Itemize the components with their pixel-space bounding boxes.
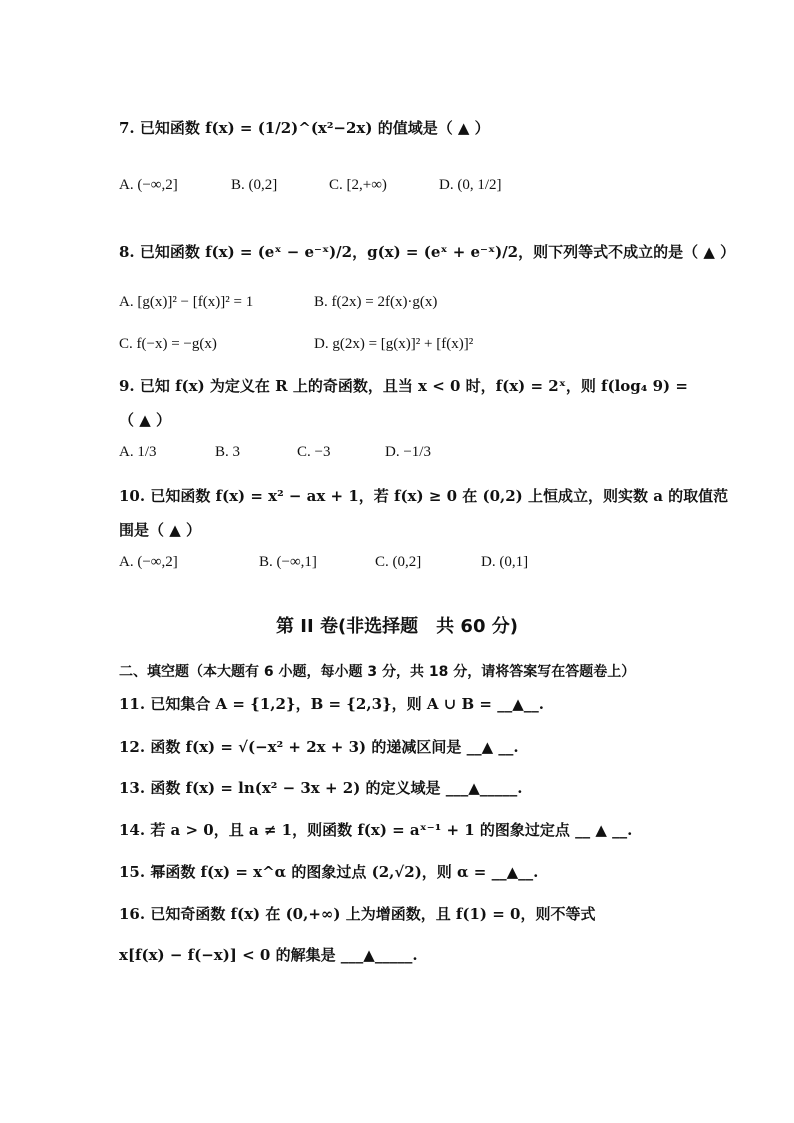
option-a: A. 1/3 (119, 444, 157, 460)
question-15: 15. 幂函数 f(x) = x^α 的图象过点 (2,√2)，则 α = __▲__. (119, 863, 539, 881)
question-16-line1: 16. 已知奇函数 f(x) 在 (0,+∞) 上为增函数，且 f(1) = 0，则不等式 (119, 905, 596, 923)
option-d: D. (0, 1/2] (439, 177, 502, 193)
option-d: D. g(2x) = [g(x)]² + [f(x)]² (314, 336, 474, 352)
question-13: 13. 函数 f(x) = ln(x² − 3x + 2) 的定义域是 ___▲_____. (119, 779, 523, 797)
section-header: 二、填空题（本大题有 6 小题，每小题 3 分，共 18 分，请将答案写在答题卷上） (119, 664, 636, 680)
option-c: C. (0,2] (375, 554, 422, 570)
question-14: 14. 若 a > 0，且 a ≠ 1，则函数 f(x) = aˣ⁻¹ + 1 的图象过定点 __ ▲ __. (119, 821, 633, 839)
question-8-options-row2 (119, 336, 719, 366)
option-c: C. [2,+∞) (329, 177, 387, 193)
option-b: B. f(2x) = 2f(x)·g(x) (314, 294, 438, 310)
question-9-line1: 9. 已知 f(x) 为定义在 R 上的奇函数，且当 x < 0 时，f(x) = 2ˣ，则 f(log₄ 9) = (119, 377, 688, 395)
question-11: 11. 已知集合 A = {1,2}，B = {2,3}，则 A ∪ B = __▲__. (119, 695, 544, 713)
option-c: C. f(−x) = −g(x) (119, 336, 217, 352)
option-b: B. (−∞,1] (259, 554, 317, 570)
option-c: C. −3 (297, 444, 331, 460)
option-b: B. 3 (215, 444, 241, 460)
option-a: A. [g(x)]² − [f(x)]² = 1 (119, 294, 254, 310)
option-b: B. (0,2] (231, 177, 278, 193)
question-12: 12. 函数 f(x) = √(−x² + 2x + 3) 的递减区间是 __▲ __. (119, 738, 519, 756)
question-8: 8. 已知函数 f(x) = (eˣ − e⁻ˣ)/2，g(x) = (eˣ + e⁻ˣ)/2，则下列等式不成立的是（ ▲ ） (119, 243, 736, 261)
section-title: 第 II 卷(非选择题 共 60 分) (276, 616, 518, 637)
question-8-options-row1 (119, 294, 719, 324)
question-7: 7. 已知函数 f(x) = (1/2)^(x²−2x) 的值域是（ ▲ ） (119, 119, 490, 137)
question-10-options (119, 554, 719, 584)
question-9-line2: （ ▲ ） (119, 411, 171, 429)
option-d: D. (0,1] (481, 554, 529, 570)
question-16-line2: x[f(x) − f(−x)] < 0 的解集是 ___▲_____. (119, 946, 418, 964)
question-10-line2: 围是（ ▲ ） (119, 521, 201, 539)
option-a: A. (−∞,2] (119, 177, 178, 193)
question-10-line1: 10. 已知函数 f(x) = x² − ax + 1，若 f(x) ≥ 0 在 (0,2) 上恒成立，则实数 a 的取值范 (119, 487, 729, 505)
question-9-options (119, 444, 719, 474)
option-d: D. −1/3 (385, 444, 431, 460)
question-7-options (119, 177, 719, 207)
option-a: A. (−∞,2] (119, 554, 178, 570)
